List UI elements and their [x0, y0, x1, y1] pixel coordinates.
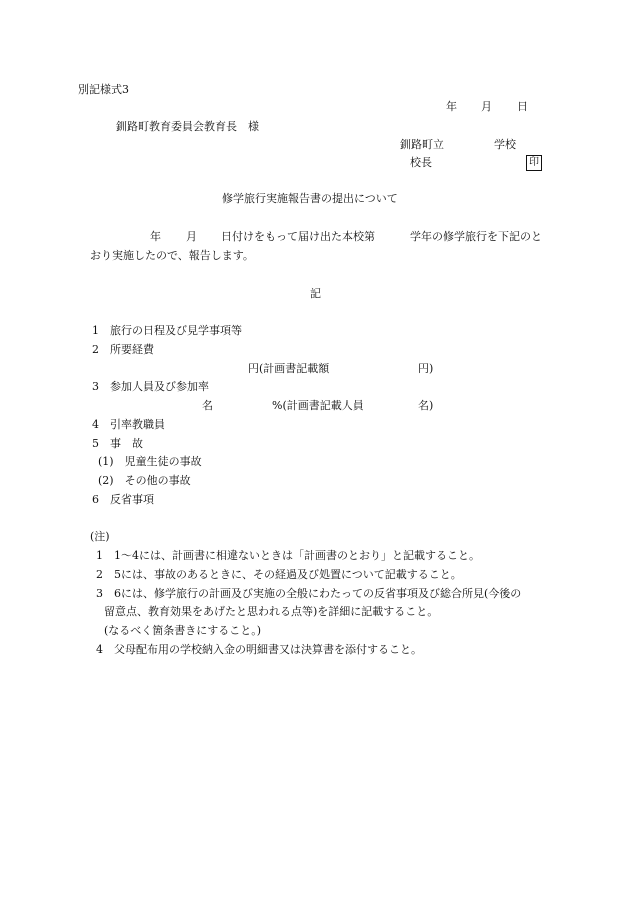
note-2: 2 5には、事故のあるときに、その経過及び処置について記載すること。 [96, 568, 462, 581]
notes-heading: (注) [90, 530, 110, 543]
item-3-count-close: 名) [418, 399, 434, 412]
date-year-label: 年 [446, 100, 457, 113]
item-6: 6 反省事項 [92, 493, 154, 506]
body-year: 年 [150, 230, 161, 243]
note-3-parenthetical: (なるべく箇条書きにすること。) [104, 624, 262, 637]
note-4: 4 父母配布用の学校納入金の明細書又は決算書を添付すること。 [96, 643, 422, 656]
body-month: 月 [186, 230, 197, 243]
item-2-amount-close: 円) [418, 362, 434, 375]
principal-label: 校長 [410, 156, 432, 169]
ki-heading: 記 [310, 287, 321, 300]
item-5-sub-2: (2) その他の事故 [98, 474, 191, 487]
item-3-count: 名 [202, 399, 213, 412]
note-3-continued: 留意点、教育効果をあげたと思われる点等)を詳細に記載すること。 [104, 605, 439, 618]
body-text-mid: 日付けをもって届け出た本校第 [221, 230, 375, 243]
item-3: 3 参加人員及び参加率 [92, 380, 209, 393]
addressee: 釧路町教育委員会教育長 様 [116, 120, 259, 133]
school-suffix: 学校 [494, 138, 516, 151]
note-3: 3 6には、修学旅行の計画及び実施の全般にわたっての反省事項及び総合所見(今後の [96, 587, 522, 600]
date-day-label: 日 [517, 100, 528, 113]
form-number: 別記様式3 [78, 83, 129, 96]
body-text-end: 学年の修学旅行を下記のと [410, 230, 542, 243]
item-1: 1 旅行の日程及び見学事項等 [92, 324, 242, 337]
item-2-amount: 円(計画書記載額 [248, 362, 330, 375]
note-1: 1 1～4には、計画書に相違ないときは「計画書のとおり」と記載すること。 [96, 549, 480, 562]
item-2: 2 所要経費 [92, 343, 154, 356]
school-prefix: 釧路町立 [400, 138, 444, 151]
seal-mark: 印 [526, 155, 542, 171]
document-title: 修学旅行実施報告書の提出について [222, 192, 398, 205]
item-4: 4 引率教職員 [92, 418, 165, 431]
item-3-rate: %(計画書記載人員 [272, 399, 364, 412]
item-5-sub-1: (1) 児童生徒の事故 [98, 455, 202, 468]
date-month-label: 月 [481, 100, 492, 113]
item-5: 5 事 故 [92, 437, 143, 450]
body-text-line2: おり実施したので、報告します。 [90, 249, 254, 262]
